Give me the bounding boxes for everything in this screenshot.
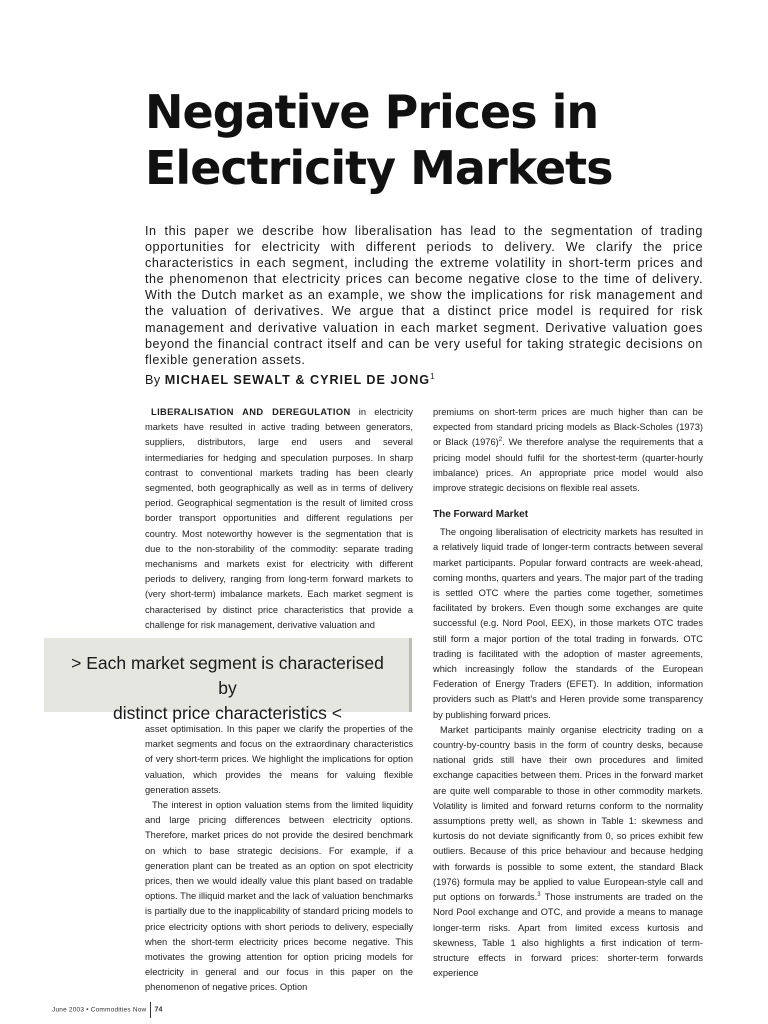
right-paragraph-3-text-b: Those instruments are traded on the Nord Pool exchange and OTC, and provide a means to manage longer-term risks. Apart from limited excess kurtosis and skewness, Table 1 also highlights a first indication of term-structure effects in forward prices: shorter-term forwards experience [433,892,703,979]
byline-prefix: By [145,373,165,387]
footer-divider [150,1002,151,1018]
footnote-ref-3: 3 [537,892,541,898]
page-number: 74 [154,1006,163,1014]
title-line-1: Negative Prices in [145,85,599,139]
footer-separator: • [86,1006,89,1014]
pull-quote-open-mark: > [71,653,87,673]
article-title [145,84,725,196]
footer-publication: Commodities Now [90,1006,147,1014]
pull-quote-close-mark: < [326,703,343,723]
title-line-2: Electricity Markets [145,141,613,195]
left-paragraph-1-continued: asset optimisation. In this paper we clarify the properties of the market segments and focus on the extraordinary characteristics of very short-term prices. We highlight the implications for option valuation, which provides the means for valuing flexible generation assets. [145,724,413,795]
right-paragraph-1-text-a: premiums on short-term prices are much higher than can be expected from standard pricing models as Black-Scholes (1973) or Black (1976) [433,407,703,448]
section-heading-forward-market: The Forward Market [433,509,529,521]
page-footer [52,1002,163,1018]
abstract: In this paper we describe how liberalisation has lead to the segmentation of trading opportunities for electricity with different periods to delivery. We clarify the price characteristics in each segment, including the extreme volatility in short-term prices and the phenomenon that electricity prices can become negative close to the time of delivery. With the Dutch market as an example, we show the implications for risk management and the valuation of derivatives. We argue that a distinct price model is required for risk management and derivative valuation in each market segment. Derivative valuation goes beyond the financial contract itself and can be very useful for taking strategic decisions on flexible generation assets. [145,224,703,367]
pull-quote-line-1: Each market segment is characterised by [86,653,384,698]
right-paragraph-3 [433,723,703,981]
lead-in: LIBERALISATION AND DEREGULATION [151,407,351,417]
left-paragraph-1 [145,405,413,633]
right-paragraph-1-text-b: . We therefore analyse the requirements that a pricing model should fulfil for the shortest-term (quarter-hourly imbalance) prices. An appropriate price model would also improve strategic decisions on flexible real assets. [433,437,703,494]
author-footnote-ref: 1 [430,371,436,381]
byline [145,372,705,388]
pull-quote [44,638,412,723]
pull-quote-line-2: distinct price characteristics [112,703,327,723]
right-column [433,405,703,981]
left-paragraph-2: The interest in option valuation stems from the limited liquidity and large pricing differences between electricity options. Therefore, market prices do not provide the desired benchmark on which to base strategic decisions. For example, if a generation plant can be treated as an option on spot electricity prices, then we would ideally value this plant based on tradable options. The illiquid market and the lack of valuation benchmarks is partially due to the inapplicability of standard pricing models to price electricity options with short periods to delivery, especially when the short-term electricity prices become negative. This motivates the growing attention for option pricing models for electricity in general and our focus in this paper on the phenomenon of negative prices. Option [145,800,413,993]
left-column-bottom [145,722,413,996]
left-column-top [145,405,413,633]
left-paragraph-1-text: in electricity markets have resulted in active trading between generators, suppliers, distributors, large end users and several intermediaries for hedging and speculation purposes. In sharp contrast to conventional markets trading has been clearly segmented, both geographically as well as in terms of delivery period. Geographical segmentation is the result of limited cross border transport opportunities and different regulations per country. Most noteworthy however is the segmentation that is due to the non-storability of the commodity: separate trading mechanisms and markets exist for electricity with different periods to delivery, ranging from long-term forward markets to (very short-term) imbalance markets. Each market segment is characterised by distinct price characteristics that provide a challenge for risk management, derivative valuation and [145,407,413,630]
authors: MICHAEL SEWALT & CYRIEL DE JONG [164,373,431,387]
footer-date: June 2003 [52,1006,85,1014]
right-paragraph-1 [433,405,703,496]
right-paragraph-2: The ongoing liberalisation of electricity markets has resulted in a relatively liquid trade of longer-term contracts between several market participants. Popular forward contracts are week-ahead, coming months, quarters and years. The major part of the trading is settled OTC where the parties come together, sometimes facilitated by brokers. Even though some exchanges are quite successful (e.g. Nord Pool, EEX), in those markets OTC trades still form a major portion of the total trading in forwards. OTC trading is facilitated with the adoption of master agreements, which increasingly follow the standards of the European Federation of Energy Traders (EFET). In addition, information providers such as Platt's and Heren provide some transparency by publishing forward prices. [433,527,703,720]
footnote-ref-2: 2 [498,437,503,444]
right-paragraph-3-text-a: Market participants mainly organise electricity trading on a country-by-country basis in the form of country desks, because national grids still have their own procedures and limited exchange capacities between them. Prices in the forward market are quite well comparable to those in other commodity markets. Volatility is limited and forward returns conform to the normality assumptions pretty well, as shown in Table 1: skewness and kurtosis do not deviate significantly from 0, so prices exhibit few outliers. Because of this price behaviour and because hedging with forwards is possible to some extent, the standard Black (1976) formula may be applied to value European-style call and put options on forwards. [433,724,703,903]
